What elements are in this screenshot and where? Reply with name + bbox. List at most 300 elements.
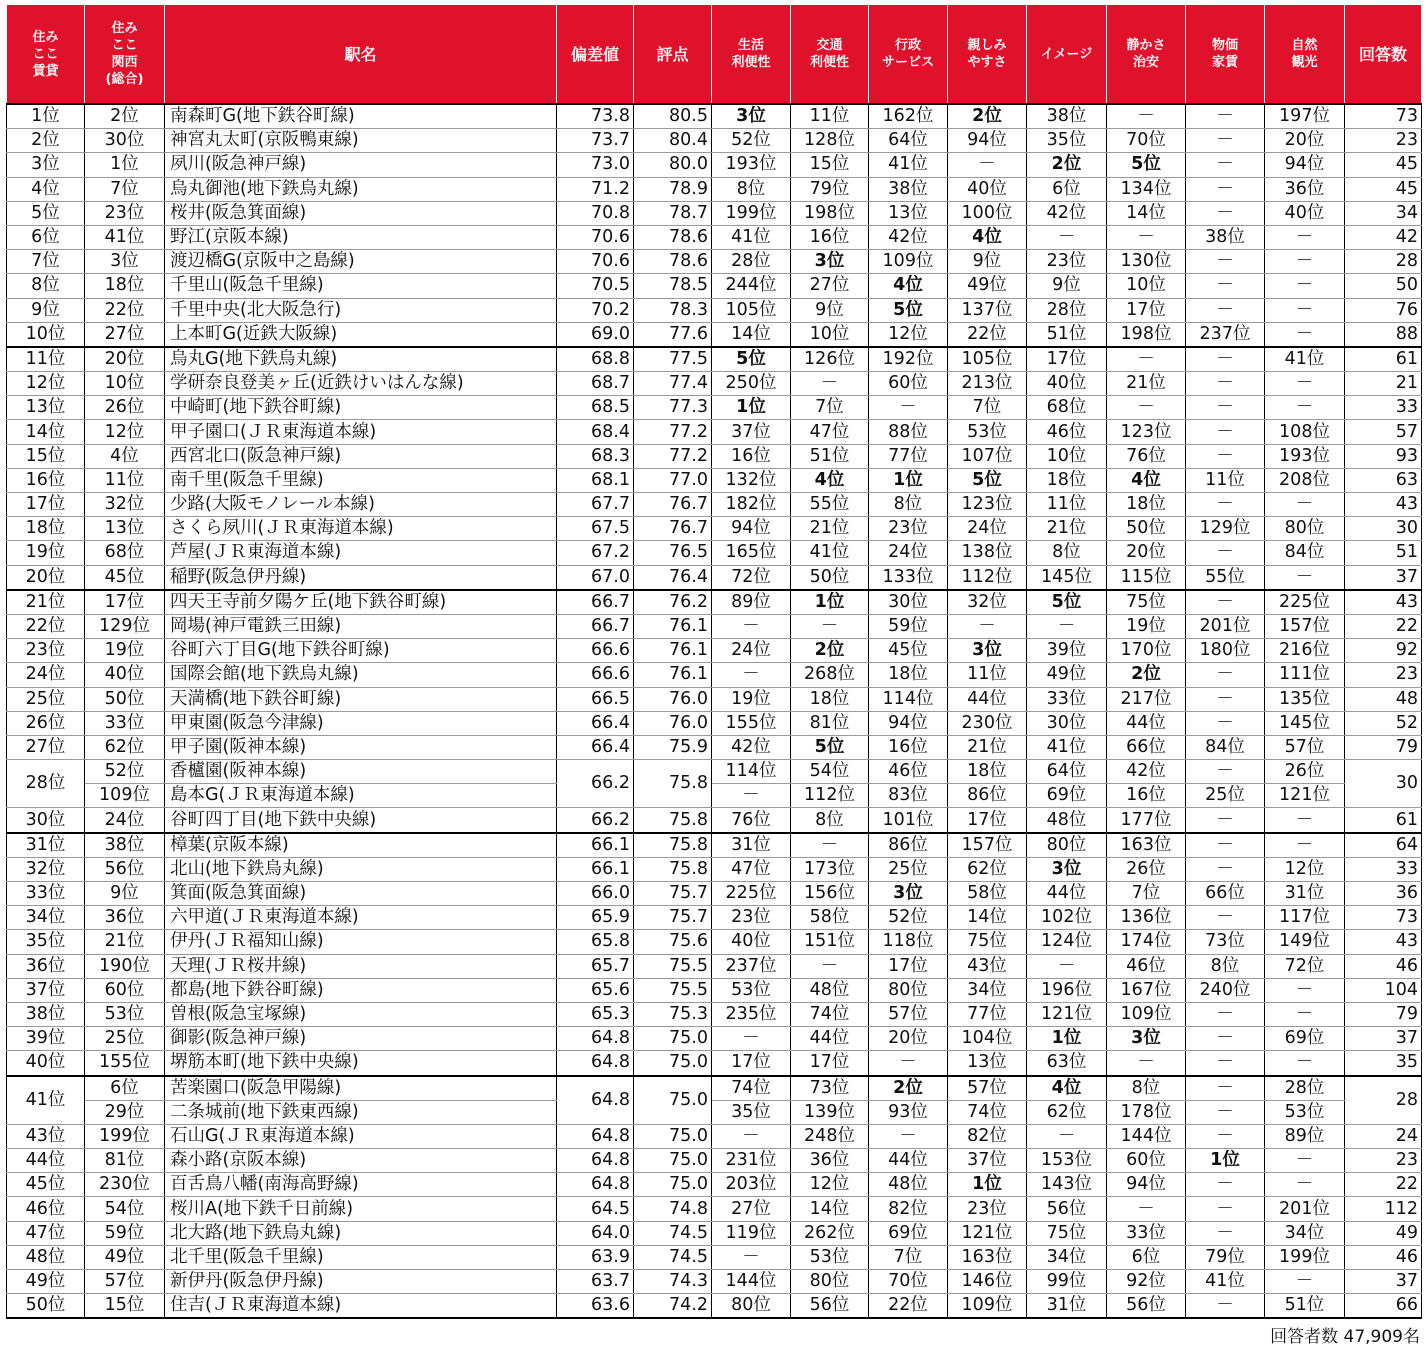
cell-c2: 53位 [791, 1245, 869, 1269]
cell-dev: 69.0 [557, 322, 634, 347]
cell-dev: 68.3 [557, 444, 634, 468]
cell-count: 23 [1345, 663, 1422, 687]
cell-station: 箕面(阪急箕面線) [165, 882, 557, 906]
cell-rank: 35位 [7, 930, 85, 954]
cell-c6: 10位 [1107, 274, 1186, 298]
cell-rank: 11位 [7, 347, 85, 372]
cell-c3: 48位 [869, 1173, 948, 1197]
cell-dev: 66.1 [557, 833, 634, 858]
cell-count: 21 [1345, 372, 1422, 396]
cell-c1: 80位 [712, 1294, 791, 1319]
cell-kansai: 199位 [85, 1124, 165, 1148]
cell-c2: 21位 [791, 517, 869, 541]
table-row [7, 468, 1422, 492]
table-row [7, 129, 1422, 153]
cell-count: 43 [1345, 590, 1422, 615]
cell-c7: － [1186, 1221, 1265, 1245]
table-row [7, 493, 1422, 517]
cell-c2: 11位 [791, 104, 869, 129]
cell-c8: － [1265, 322, 1345, 347]
cell-score: 78.9 [634, 177, 712, 201]
cell-c7: － [1186, 274, 1265, 298]
cell-station: 少路(大阪モノレール本線) [165, 493, 557, 517]
cell-dev: 64.8 [557, 1124, 634, 1148]
table-row [7, 1149, 1422, 1173]
cell-c1: 41位 [712, 225, 791, 249]
cell-station: 北大路(地下鉄烏丸線) [165, 1221, 557, 1245]
cell-count: 37 [1345, 565, 1422, 590]
cell-c1: 1位 [712, 396, 791, 420]
cell-c7: － [1186, 1294, 1265, 1319]
cell-count: 28 [1345, 1076, 1422, 1125]
cell-c6: 33位 [1107, 1221, 1186, 1245]
cell-station: 千里中央(北大阪急行) [165, 298, 557, 322]
cell-c2: － [791, 372, 869, 396]
cell-c2: － [791, 833, 869, 858]
cell-kansai: 60位 [85, 978, 165, 1002]
cell-count: 66 [1345, 1294, 1422, 1319]
cell-c1: 225位 [712, 882, 791, 906]
cell-c6: 123位 [1107, 420, 1186, 444]
cell-c4: 37位 [948, 1149, 1027, 1173]
cell-c8: 57位 [1265, 735, 1345, 759]
cell-station: 南千里(阪急千里線) [165, 468, 557, 492]
cell-c6: － [1107, 396, 1186, 420]
cell-c5: 153位 [1027, 1149, 1107, 1173]
header-cell: 住み ここ 賃貸 [7, 5, 85, 105]
cell-c5: 99位 [1027, 1270, 1107, 1294]
cell-c6: 76位 [1107, 444, 1186, 468]
cell-c3: 80位 [869, 978, 948, 1002]
cell-c6: 92位 [1107, 1270, 1186, 1294]
cell-c8: 145位 [1265, 711, 1345, 735]
table-row [7, 250, 1422, 274]
cell-c8: 135位 [1265, 687, 1345, 711]
cell-c8: － [1265, 978, 1345, 1002]
cell-c8: 199位 [1265, 1245, 1345, 1269]
cell-station: 神宮丸太町(京阪鴨東線) [165, 129, 557, 153]
cell-count: 64 [1345, 833, 1422, 858]
cell-dev: 67.2 [557, 541, 634, 565]
cell-c8: 53位 [1265, 1100, 1345, 1124]
cell-count: 42 [1345, 225, 1422, 249]
cell-c7: 237位 [1186, 322, 1265, 347]
cell-c1: 3位 [712, 104, 791, 129]
cell-c3: － [869, 1051, 948, 1076]
cell-station: 中崎町(地下鉄谷町線) [165, 396, 557, 420]
cell-c1: 119位 [712, 1221, 791, 1245]
cell-kansai: 26位 [85, 396, 165, 420]
cell-c7: 38位 [1186, 225, 1265, 249]
cell-count: 46 [1345, 954, 1422, 978]
cell-rank: 50位 [7, 1294, 85, 1319]
cell-c7: 84位 [1186, 735, 1265, 759]
cell-c5: 102位 [1027, 906, 1107, 930]
cell-c1: － [712, 1245, 791, 1269]
cell-rank: 16位 [7, 468, 85, 492]
cell-c6: 19位 [1107, 614, 1186, 638]
cell-c6: 163位 [1107, 833, 1186, 858]
cell-rank: 37位 [7, 978, 85, 1002]
cell-c3: 30位 [869, 590, 948, 615]
cell-count: 24 [1345, 1124, 1422, 1148]
cell-c1: 72位 [712, 565, 791, 590]
cell-rank: 1位 [7, 104, 85, 129]
table-row [7, 833, 1422, 858]
cell-rank: 23位 [7, 639, 85, 663]
cell-c5: 5位 [1027, 590, 1107, 615]
cell-count: 93 [1345, 444, 1422, 468]
cell-c8: 51位 [1265, 1294, 1345, 1319]
cell-c1: 74位 [712, 1076, 791, 1101]
cell-c3: 133位 [869, 565, 948, 590]
cell-c2: 12位 [791, 1173, 869, 1197]
cell-dev: 64.8 [557, 1051, 634, 1076]
table-row [7, 347, 1422, 372]
cell-station: 上本町G(近鉄大阪線) [165, 322, 557, 347]
cell-station: 谷町六丁目G(地下鉄谷町線) [165, 639, 557, 663]
cell-c5: 68位 [1027, 396, 1107, 420]
cell-c2: 80位 [791, 1270, 869, 1294]
cell-c4: 44位 [948, 687, 1027, 711]
cell-dev: 66.4 [557, 711, 634, 735]
cell-rank: 43位 [7, 1124, 85, 1148]
cell-rank: 27位 [7, 735, 85, 759]
cell-station: 烏丸G(地下鉄烏丸線) [165, 347, 557, 372]
header-cell: 交通 利便性 [791, 5, 869, 105]
cell-c4: 62位 [948, 857, 1027, 881]
cell-score: 77.6 [634, 322, 712, 347]
cell-rank: 26位 [7, 711, 85, 735]
cell-c2: 9位 [791, 298, 869, 322]
cell-dev: 73.0 [557, 153, 634, 177]
cell-score: 74.5 [634, 1245, 712, 1269]
cell-station: 樟葉(京阪本線) [165, 833, 557, 858]
cell-c6: 144位 [1107, 1124, 1186, 1148]
cell-c2: 56位 [791, 1294, 869, 1319]
cell-c8: － [1265, 274, 1345, 298]
cell-count: 37 [1345, 1027, 1422, 1051]
cell-kansai: 2位 [85, 104, 165, 129]
cell-c8: － [1265, 1051, 1345, 1076]
cell-score: 75.0 [634, 1173, 712, 1197]
table-row [7, 444, 1422, 468]
cell-c6: 26位 [1107, 857, 1186, 881]
cell-c5: 75位 [1027, 1221, 1107, 1245]
cell-dev: 67.0 [557, 565, 634, 590]
cell-score: 76.1 [634, 663, 712, 687]
cell-c2: 48位 [791, 978, 869, 1002]
cell-c7: － [1186, 1027, 1265, 1051]
cell-c1: 27位 [712, 1197, 791, 1221]
cell-c7: － [1186, 541, 1265, 565]
cell-count: 92 [1345, 639, 1422, 663]
cell-dev: 70.2 [557, 298, 634, 322]
cell-c5: － [1027, 954, 1107, 978]
cell-c6: 115位 [1107, 565, 1186, 590]
cell-c1: 5位 [712, 347, 791, 372]
cell-c7: － [1186, 298, 1265, 322]
cell-c7: － [1186, 153, 1265, 177]
cell-dev: 68.1 [557, 468, 634, 492]
cell-c1: 250位 [712, 372, 791, 396]
cell-kansai: 129位 [85, 614, 165, 638]
cell-kansai: 33位 [85, 711, 165, 735]
cell-c3: 45位 [869, 639, 948, 663]
cell-c3: － [869, 396, 948, 420]
cell-c2: 2位 [791, 639, 869, 663]
cell-c2: 156位 [791, 882, 869, 906]
cell-c1: 42位 [712, 735, 791, 759]
table-row [7, 225, 1422, 249]
cell-c6: 170位 [1107, 639, 1186, 663]
cell-c4: 17位 [948, 808, 1027, 833]
cell-c1: 235位 [712, 1002, 791, 1026]
cell-count: 79 [1345, 1002, 1422, 1026]
cell-c5: 124位 [1027, 930, 1107, 954]
cell-c5: 31位 [1027, 1294, 1107, 1319]
cell-dev: 64.8 [557, 1173, 634, 1197]
table-body [7, 104, 1422, 1318]
cell-station: 千里山(阪急千里線) [165, 274, 557, 298]
cell-c4: 107位 [948, 444, 1027, 468]
cell-count: 34 [1345, 201, 1422, 225]
table-row [7, 372, 1422, 396]
cell-c2: 4位 [791, 468, 869, 492]
cell-c1: － [712, 1027, 791, 1051]
cell-c4: 112位 [948, 565, 1027, 590]
cell-c8: － [1265, 1002, 1345, 1026]
cell-count: 36 [1345, 882, 1422, 906]
cell-count: 48 [1345, 687, 1422, 711]
cell-c1: 40位 [712, 930, 791, 954]
cell-c2: 41位 [791, 541, 869, 565]
header-cell: 偏差値 [557, 5, 634, 105]
header-cell: 行政 サービス [869, 5, 948, 105]
cell-score: 74.3 [634, 1270, 712, 1294]
cell-score: 77.5 [634, 347, 712, 372]
cell-c6: 174位 [1107, 930, 1186, 954]
cell-c6: 16位 [1107, 784, 1186, 808]
cell-c5: 80位 [1027, 833, 1107, 858]
cell-rank: 9位 [7, 298, 85, 322]
cell-score: 77.0 [634, 468, 712, 492]
cell-dev: 71.2 [557, 177, 634, 201]
cell-score: 75.7 [634, 906, 712, 930]
cell-c8: 225位 [1265, 590, 1345, 615]
cell-c1: 132位 [712, 468, 791, 492]
cell-c5: 38位 [1027, 104, 1107, 129]
cell-c6: 44位 [1107, 711, 1186, 735]
cell-c4: 1位 [948, 1173, 1027, 1197]
cell-c5: 63位 [1027, 1051, 1107, 1076]
cell-c2: 44位 [791, 1027, 869, 1051]
cell-c4: 21位 [948, 735, 1027, 759]
cell-c4: 22位 [948, 322, 1027, 347]
cell-dev: 66.0 [557, 882, 634, 906]
cell-score: 74.8 [634, 1197, 712, 1221]
cell-dev: 66.7 [557, 614, 634, 638]
cell-score: 75.0 [634, 1027, 712, 1051]
cell-station: さくら夙川(ＪＲ東海道本線) [165, 517, 557, 541]
table-row [7, 663, 1422, 687]
cell-c3: 24位 [869, 541, 948, 565]
table-row [7, 687, 1422, 711]
table-row [7, 104, 1422, 129]
cell-count: 73 [1345, 906, 1422, 930]
cell-station: 野江(京阪本線) [165, 225, 557, 249]
cell-c7: － [1186, 372, 1265, 396]
cell-c7: － [1186, 129, 1265, 153]
cell-c5: 8位 [1027, 541, 1107, 565]
cell-c3: 7位 [869, 1245, 948, 1269]
cell-c6: 46位 [1107, 954, 1186, 978]
cell-c7: － [1186, 177, 1265, 201]
cell-c5: 121位 [1027, 1002, 1107, 1026]
cell-c2: － [791, 954, 869, 978]
cell-c2: 51位 [791, 444, 869, 468]
cell-kansai: 22位 [85, 298, 165, 322]
cell-c4: 18位 [948, 760, 1027, 784]
cell-count: 88 [1345, 322, 1422, 347]
cell-c8: 41位 [1265, 347, 1345, 372]
cell-c2: 262位 [791, 1221, 869, 1245]
cell-kansai: 49位 [85, 1245, 165, 1269]
cell-c7: 79位 [1186, 1245, 1265, 1269]
cell-kansai: 41位 [85, 225, 165, 249]
cell-rank: 19位 [7, 541, 85, 565]
cell-c7: － [1186, 347, 1265, 372]
cell-c3: 16位 [869, 735, 948, 759]
cell-score: 76.1 [634, 614, 712, 638]
cell-count: 61 [1345, 808, 1422, 833]
cell-c5: 46位 [1027, 420, 1107, 444]
cell-station: 南森町G(地下鉄谷町線) [165, 104, 557, 129]
header-cell: イメージ [1027, 5, 1107, 105]
cell-c2: 1位 [791, 590, 869, 615]
cell-c6: 5位 [1107, 153, 1186, 177]
cell-score: 78.7 [634, 201, 712, 225]
cell-c7: 129位 [1186, 517, 1265, 541]
cell-c6: 18位 [1107, 493, 1186, 517]
cell-c1: 14位 [712, 322, 791, 347]
cell-c8: 208位 [1265, 468, 1345, 492]
cell-c3: 17位 [869, 954, 948, 978]
cell-dev: 65.9 [557, 906, 634, 930]
cell-c2: 55位 [791, 493, 869, 517]
table-row [7, 322, 1422, 347]
table-row [7, 1100, 1422, 1124]
cell-kansai: 4位 [85, 444, 165, 468]
cell-rank: 48位 [7, 1245, 85, 1269]
cell-c6: 217位 [1107, 687, 1186, 711]
cell-dev: 65.8 [557, 930, 634, 954]
cell-c5: 34位 [1027, 1245, 1107, 1269]
cell-c7: － [1186, 1076, 1265, 1101]
cell-dev: 70.5 [557, 274, 634, 298]
cell-c1: 105位 [712, 298, 791, 322]
cell-count: 52 [1345, 711, 1422, 735]
cell-kansai: 54位 [85, 1197, 165, 1221]
cell-c2: 15位 [791, 153, 869, 177]
cell-c5: 10位 [1027, 444, 1107, 468]
cell-c8: 121位 [1265, 784, 1345, 808]
cell-c4: 40位 [948, 177, 1027, 201]
cell-c3: 88位 [869, 420, 948, 444]
cell-station: 桜川A(地下鉄千日前線) [165, 1197, 557, 1221]
cell-c7: － [1186, 493, 1265, 517]
cell-kansai: 57位 [85, 1270, 165, 1294]
cell-kansai: 68位 [85, 541, 165, 565]
cell-dev: 66.1 [557, 857, 634, 881]
table-row [7, 978, 1422, 1002]
cell-c1: 23位 [712, 906, 791, 930]
cell-c4: 23位 [948, 1197, 1027, 1221]
cell-count: 43 [1345, 930, 1422, 954]
cell-c5: 196位 [1027, 978, 1107, 1002]
cell-c8: 12位 [1265, 857, 1345, 881]
cell-c5: 28位 [1027, 298, 1107, 322]
cell-score: 80.4 [634, 129, 712, 153]
cell-c8: － [1265, 808, 1345, 833]
cell-kansai: 230位 [85, 1173, 165, 1197]
cell-score: 74.2 [634, 1294, 712, 1319]
cell-c1: 37位 [712, 420, 791, 444]
cell-c6: 70位 [1107, 129, 1186, 153]
cell-c2: 18位 [791, 687, 869, 711]
cell-c1: 89位 [712, 590, 791, 615]
cell-c7: － [1186, 687, 1265, 711]
cell-station: 国際会館(地下鉄烏丸線) [165, 663, 557, 687]
cell-c1: 182位 [712, 493, 791, 517]
cell-c8: 111位 [1265, 663, 1345, 687]
cell-dev: 64.0 [557, 1221, 634, 1245]
cell-score: 78.3 [634, 298, 712, 322]
cell-c5: 9位 [1027, 274, 1107, 298]
cell-c5: 56位 [1027, 1197, 1107, 1221]
cell-c3: 192位 [869, 347, 948, 372]
cell-c5: 18位 [1027, 468, 1107, 492]
cell-kansai: 24位 [85, 808, 165, 833]
cell-c1: 52位 [712, 129, 791, 153]
cell-c2: 81位 [791, 711, 869, 735]
cell-c3: 114位 [869, 687, 948, 711]
cell-c7: － [1186, 857, 1265, 881]
table-row [7, 760, 1422, 784]
cell-c1: 231位 [712, 1149, 791, 1173]
cell-kansai: 52位 [85, 760, 165, 784]
cell-c1: 203位 [712, 1173, 791, 1197]
cell-score: 75.5 [634, 978, 712, 1002]
cell-c7: － [1186, 711, 1265, 735]
cell-c7: － [1186, 444, 1265, 468]
cell-c5: 145位 [1027, 565, 1107, 590]
table-row [7, 396, 1422, 420]
cell-rank: 28位 [7, 760, 85, 808]
cell-c3: 23位 [869, 517, 948, 541]
cell-c1: 237位 [712, 954, 791, 978]
cell-rank: 34位 [7, 906, 85, 930]
cell-dev: 66.7 [557, 590, 634, 615]
cell-c5: － [1027, 614, 1107, 638]
cell-rank: 45位 [7, 1173, 85, 1197]
table-row [7, 1002, 1422, 1026]
cell-c5: 64位 [1027, 760, 1107, 784]
cell-station: 森小路(京阪本線) [165, 1149, 557, 1173]
cell-c7: － [1186, 396, 1265, 420]
cell-c1: 28位 [712, 250, 791, 274]
table-row [7, 784, 1422, 808]
